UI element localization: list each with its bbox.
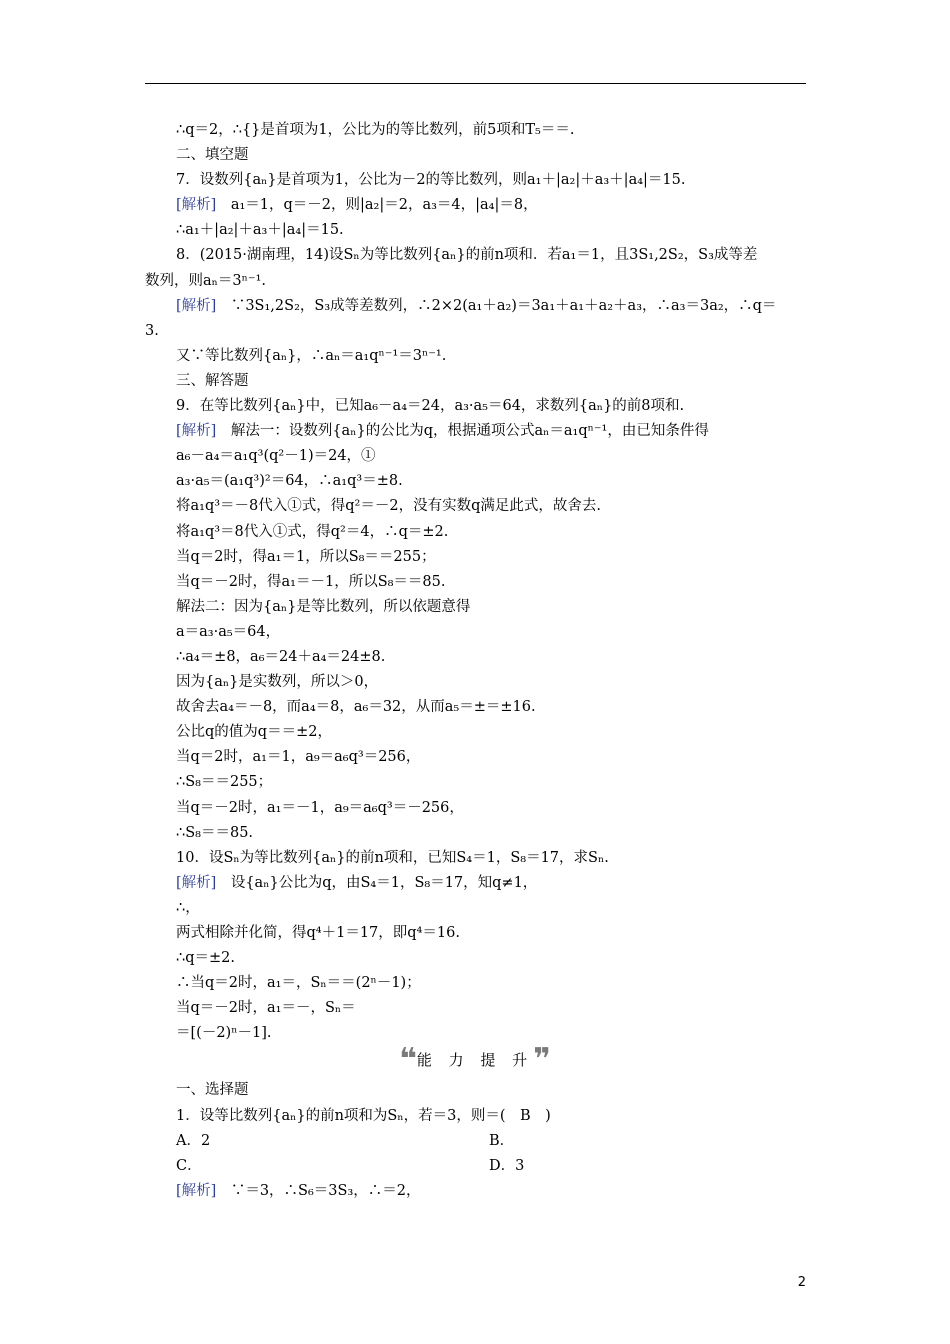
problem-7: 7．设数列{aₙ}是首项为1，公比为－2的等比数列，则a₁＋|a₂|＋a₃＋|a₄|＝15.: [176, 172, 686, 189]
section-heading: 一、选择题: [176, 1082, 249, 1099]
text-line: ∴S₈＝＝255；: [176, 774, 273, 791]
section-heading: 二、填空题: [176, 147, 249, 164]
divider-label: 能 力 提 升: [416, 1051, 534, 1070]
option-c: C．: [176, 1157, 202, 1174]
section-heading: 三、解答题: [176, 372, 249, 389]
problem-1: 1．设等比数列{aₙ}的前n项和为Sₙ，若＝3，则＝( B ): [176, 1107, 551, 1124]
text-line: 解法二：因为{aₙ}是等比数列，所以依题意得: [176, 598, 471, 615]
text-line: 两式相除并化简，得q⁴＋1＝17，即q⁴＝16.: [176, 925, 460, 941]
text-line: a₃·a₅＝(a₁q³)²＝64，∴a₁q³＝±8.: [176, 473, 403, 490]
text-line: 故舍去a₄＝－8，而a₄＝8，a₆＝32，从而a₅＝±＝±16.: [176, 699, 536, 716]
analysis-tag: [解析]: [176, 423, 217, 440]
text-line: ∴a₁＋|a₂|＋a₃＋|a₄|＝15.: [176, 222, 344, 239]
text-line: 当q＝－2时，a₁＝－，Sₙ＝: [176, 1000, 356, 1017]
text-line: 当q＝－2时，a₁＝－1，a₉＝a₆q³＝－256，: [176, 799, 464, 816]
analysis-tag: [解析]: [176, 874, 217, 891]
text-line: 公比q的值为q＝＝±2，: [176, 724, 332, 741]
problem-9: 9．在等比数列{aₙ}中，已知a₆－a₄＝24，a₃·a₅＝64，求数列{aₙ}的前8项和.: [176, 398, 685, 415]
document-body: [0, 118, 950, 1204]
problem-10: 10．设Sₙ为等比数列{aₙ}的前n项和，已知S₄＝1，S₈＝17，求Sₙ.: [176, 849, 609, 866]
analysis-tag: [解析]: [176, 1182, 217, 1199]
options-row: [0, 1129, 950, 1154]
option-a: A．2: [176, 1132, 211, 1149]
text-line: ∴当q＝2时，a₁＝，Sₙ＝＝(2ⁿ－1)；: [176, 975, 421, 992]
text-line: 3.: [145, 322, 159, 339]
close-quote-icon: ❞: [533, 1042, 551, 1078]
options-row: [0, 1154, 950, 1179]
solution-line: [解析] 解法一：设数列{aₙ}的公比为q，根据通项公式aₙ＝a₁qⁿ⁻¹，由已知条件得: [176, 423, 709, 440]
text-line: 当q＝－2时，得a₁＝－1，所以S₈＝＝85.: [176, 573, 446, 590]
header-rule: [145, 83, 806, 84]
solution-line: [解析] ∵＝3，∴S₆＝3S₃，∴＝2，: [176, 1182, 421, 1199]
solution-line: [解析] ∵3S₁,2S₂，S₃成等差数列，∴2×2(a₁＋a₂)＝3a₁＋a₁＋a₂＋a₃，∴a₃＝3a₂，∴q＝: [176, 297, 777, 314]
text-line: 当q＝2时，a₁＝1，a₉＝a₆q³＝256，: [176, 749, 421, 766]
text-line: 将a₁q³＝－8代入①式，得q²＝－2，没有实数q满足此式，故舍去.: [176, 498, 601, 515]
text-line: 将a₁q³＝8代入①式，得q²＝4，∴q＝±2.: [176, 523, 449, 540]
option-d: D．3: [489, 1157, 525, 1174]
text-line: ∴q＝2，∴{}是首项为1，公比为的等比数列，前5项和T₅＝＝.: [176, 122, 575, 138]
text-line: ∴S₈＝＝85.: [176, 824, 254, 841]
text-line: a＝a₃·a₅＝64，: [176, 623, 281, 640]
solution-line: [解析] a₁＝1，q＝－2，则|a₂|＝2，a₃＝4，|a₄|＝8，: [176, 197, 538, 214]
text-line: 数列，则aₙ＝3ⁿ⁻¹.: [145, 272, 266, 289]
text-line: ∴，: [176, 899, 200, 916]
text-line: ∴q＝±2.: [176, 950, 235, 967]
solution-line: [解析] 设{aₙ}公比为q，由S₄＝1，S₈＝17，知q≠1，: [176, 874, 538, 891]
option-b: B．: [489, 1132, 515, 1149]
section-divider: [0, 1042, 950, 1078]
text-line: 因为{aₙ}是实数列，所以＞0，: [176, 674, 379, 691]
analysis-tag: [解析]: [176, 197, 217, 214]
open-quote-icon: ❝: [399, 1042, 417, 1078]
text-line: a₆－a₄＝a₁q³(q²－1)＝24，①: [176, 448, 376, 465]
text-line: 当q＝2时，得a₁＝1，所以S₈＝＝255；: [176, 548, 436, 565]
page-number: 2: [797, 1275, 806, 1290]
text-line: ∴a₄＝±8，a₆＝24＋a₄＝24±8.: [176, 648, 386, 665]
text-line: 又∵等比数列{aₙ}，∴aₙ＝a₁qⁿ⁻¹＝3ⁿ⁻¹.: [176, 347, 447, 364]
problem-8: 8．(2015·湖南理，14)设Sₙ为等比数列{aₙ}的前n项和．若a₁＝1，且3S₁,2S₂，S₃成等差: [176, 247, 758, 264]
text-line: ＝[(－2)ⁿ－1].: [176, 1025, 272, 1042]
analysis-tag: [解析]: [176, 297, 217, 314]
